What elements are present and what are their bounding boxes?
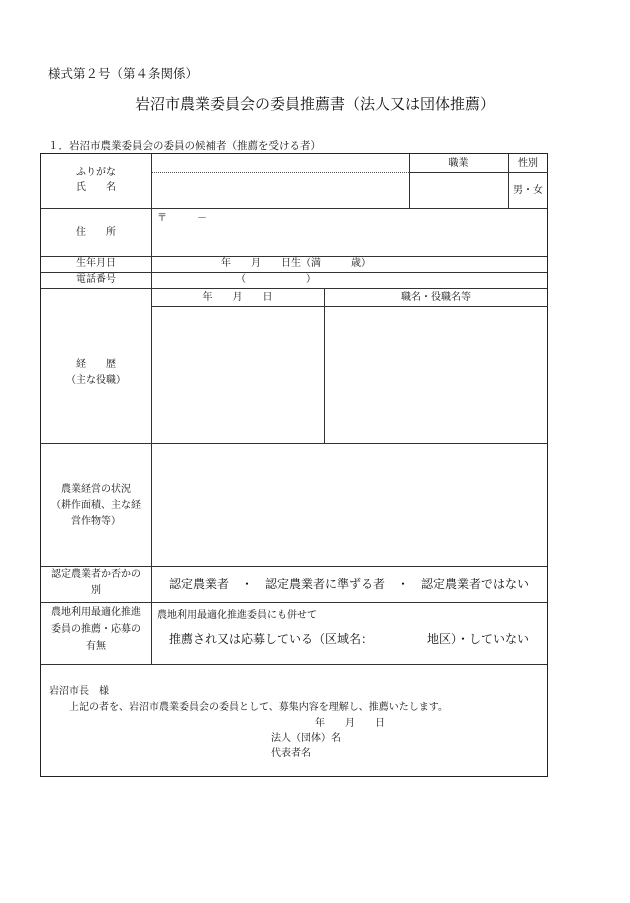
org-name-label: 法人（団体）名: [271, 733, 341, 744]
gender-label: 性別: [518, 158, 538, 169]
certified-label-line2: 別: [91, 585, 101, 596]
page-title: 岩沼市農業委員会の委員推薦書（法人又は団体推薦）: [134, 95, 495, 113]
promo-options[interactable]: 推薦され又は応募している（区域名： 地区）・していない: [169, 632, 530, 646]
promo-label: 農地利用最適化推進: [51, 607, 141, 618]
recommendation-form-table: [40, 153, 548, 777]
row-divider: [41, 443, 547, 444]
farm-status-label: 農業経営の状況: [61, 484, 131, 495]
promo-note: 農地利用最適化推進委員にも併せて: [157, 610, 317, 621]
form-number: 様式第２号（第４条関係）: [48, 66, 199, 81]
row-divider: [151, 306, 548, 307]
postal-mark: 〒 －: [157, 213, 207, 224]
certified-label: 認定農業者か否かの: [51, 569, 141, 580]
name-label: 氏 名: [76, 182, 116, 193]
promo-label-line3: 有無: [86, 641, 106, 652]
farm-status-label-line2: （耕作面積、主な経: [51, 500, 141, 511]
row-divider: [41, 288, 547, 289]
addressee: 岩沼市長 様: [49, 686, 109, 697]
header-divider: [409, 172, 548, 173]
certified-options[interactable]: 認定農業者 ・ 認定農業者に準ずる者 ・ 認定農業者ではない: [169, 577, 530, 591]
gender-options[interactable]: 男・女: [513, 185, 543, 196]
row-divider: [41, 664, 547, 665]
address-label: 住 所: [76, 227, 116, 238]
career-label: 経 歴: [76, 359, 116, 370]
phone-label: 電話番号: [76, 274, 116, 285]
recommendation-statement: 上記の者を、岩沼市農業委員会の委員として、募集内容を理解し、推薦いたします。: [69, 702, 448, 713]
row-divider: [41, 208, 547, 209]
birthdate-label: 生年月日: [76, 258, 116, 269]
furigana-divider: [151, 172, 409, 173]
row-divider: [41, 566, 547, 567]
career-date-header: 年 月 日: [202, 292, 273, 303]
phone-format: （ ）: [236, 274, 316, 285]
farm-status-label-line3: 営作物等）: [71, 516, 121, 527]
career-column-divider: [324, 288, 325, 443]
row-divider: [41, 602, 547, 603]
representative-label: 代表者名: [271, 748, 311, 759]
furigana-label: ふりがな: [76, 167, 116, 178]
occupation-label: 職業: [448, 158, 469, 169]
career-sublabel: （主な役職）: [66, 375, 126, 386]
label-column-divider: [151, 154, 152, 664]
career-position-header: 職名・役職名等: [401, 292, 471, 303]
birthdate-format: 年 月 日生（満 歳）: [221, 258, 371, 269]
promo-label-line2: 委員の推薦・応募の: [51, 624, 141, 635]
section-heading: １．岩沼市農業委員会の委員の候補者（推薦を受ける者）: [48, 140, 321, 152]
signature-date: 年 月 日: [315, 718, 385, 729]
